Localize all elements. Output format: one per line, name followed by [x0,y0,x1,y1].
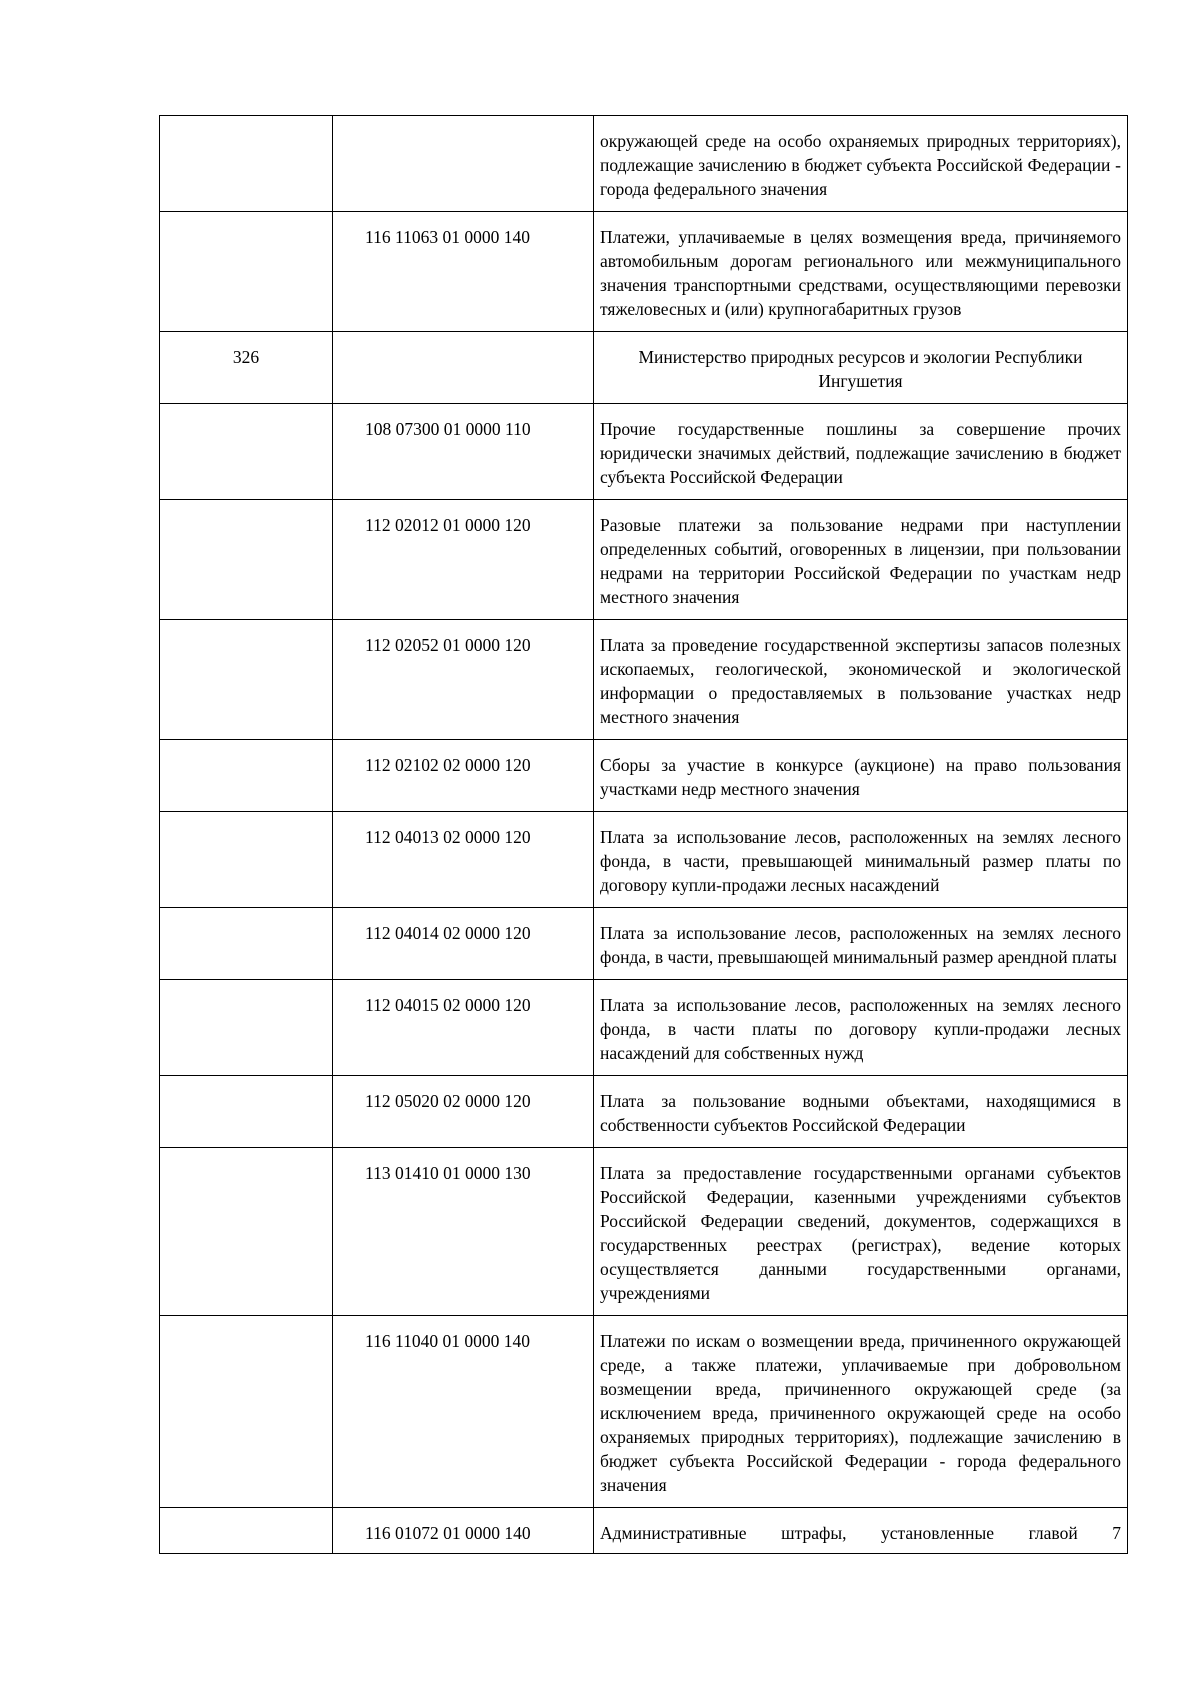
description-text: Административные штрафы, установленные главой 7 [600,1523,1121,1543]
row-number-cell [160,1508,333,1554]
table-row [160,1076,1128,1148]
row-number-cell [160,1148,333,1316]
revenue-code-cell: 116 11063 01 0000 140 [333,212,594,332]
description-cell: Прочие государственные пошлины за совершение прочих юридически значимых действий, подлежащие зачислению в бюджет субъекта Российской Федерации [594,404,1128,500]
row-number-text [166,1521,326,1545]
ministry-number-cell: 326 [160,332,333,404]
revenue-code-cell [333,332,594,404]
description-cell: Сборы за участие в конкурсе (аукционе) на право пользования участками недр местного значения [594,740,1128,812]
description-cell: Плата за предоставление государственными органами субъектов Российской Федерации, казенными учреждениями субъектов Российской Федерации сведений, документов, содержащихся в государственных реестрах (регистрах), ведение которых осуществляется данными государственными органами, учреждениями [594,1148,1128,1316]
row-number-cell [160,740,333,812]
ministry-name-cell: Министерство природных ресурсов и экологии Республики Ингушетия [594,332,1128,404]
revenue-code-cell: 112 02012 01 0000 120 [333,500,594,620]
revenue-code-text: 116 01072 01 0000 140 [365,1523,531,1543]
description-cell: Плата за проведение государственной экспертизы запасов полезных ископаемых, геологической, экономической и экологической информации о предоставляемых в пользование участках недр местного значения [594,620,1128,740]
description-cell: окружающей среде на особо охраняемых природных территориях), подлежащие зачислению в бюджет субъекта Российской Федерации - города федерального значения [594,116,1128,212]
description-cell: Платежи, уплачиваемые в целях возмещения вреда, причиняемого автомобильным дорогам регионального или межмуниципального значения транспортными средствами, осуществляющими перевозки тяжеловесных и (или) крупногабаритных грузов [594,212,1128,332]
table-row [160,980,1128,1076]
revenue-code-cell: 112 02052 01 0000 120 [333,620,594,740]
revenue-code-cell: 112 04013 02 0000 120 [333,812,594,908]
revenue-code-cell: 108 07300 01 0000 110 [333,404,594,500]
row-number-cell [160,1316,333,1508]
ministry-header-row [160,332,1128,404]
table-row [160,212,1128,332]
revenue-code-cell: 113 01410 01 0000 130 [333,1148,594,1316]
table-row [160,500,1128,620]
revenue-code-cell: 112 04014 02 0000 120 [333,908,594,980]
table-row [160,1316,1128,1508]
row-number-cell [160,812,333,908]
row-number-cell [160,980,333,1076]
table-row [160,620,1128,740]
table-row [160,812,1128,908]
row-number-cell [160,620,333,740]
row-number-cell [160,1076,333,1148]
description-cell: Плата за использование лесов, расположенных на землях лесного фонда, в части платы по договору купли-продажи лесных насаждений для собственных нужд [594,980,1128,1076]
table-row [160,740,1128,812]
row-number-cell [160,212,333,332]
revenue-code-cell [333,1508,594,1554]
revenue-code-cell: 116 11040 01 0000 140 [333,1316,594,1508]
description-cell: Плата за использование лесов, расположенных на землях лесного фонда, в части, превышающей минимальный размер арендной платы [594,908,1128,980]
row-number-cell [160,500,333,620]
description-cell [594,1508,1128,1554]
table-row [160,908,1128,980]
table-row [160,404,1128,500]
table-row [160,116,1128,212]
revenue-code-cell: 112 02102 02 0000 120 [333,740,594,812]
table-row-truncated [160,1508,1128,1554]
revenue-code-cell: 112 04015 02 0000 120 [333,980,594,1076]
revenue-code-cell: 112 05020 02 0000 120 [333,1076,594,1148]
table-row [160,1148,1128,1316]
revenue-code-cell [333,116,594,212]
row-number-cell [160,116,333,212]
revenue-codes-table [159,115,1128,1554]
row-number-cell [160,908,333,980]
description-cell: Плата за использование лесов, расположенных на землях лесного фонда, в части, превышающей минимальный размер платы по договору купли-продажи лесных насаждений [594,812,1128,908]
description-cell: Платежи по искам о возмещении вреда, причиненного окружающей среде, а также платежи, уплачиваемые при добровольном возмещении вреда, причиненного окружающей среде (за исключением вреда, причиненного окружающей среде на особо охраняемых природных территориях), подлежащие зачислению в бюджет субъекта Российской Федерации - города федерального значения [594,1316,1128,1508]
row-number-cell [160,404,333,500]
description-cell: Разовые платежи за пользование недрами при наступлении определенных событий, оговоренных в лицензии, при пользовании недрами на территории Российской Федерации по участкам недр местного значения [594,500,1128,620]
description-cell: Плата за пользование водными объектами, находящимися в собственности субъектов Российской Федерации [594,1076,1128,1148]
